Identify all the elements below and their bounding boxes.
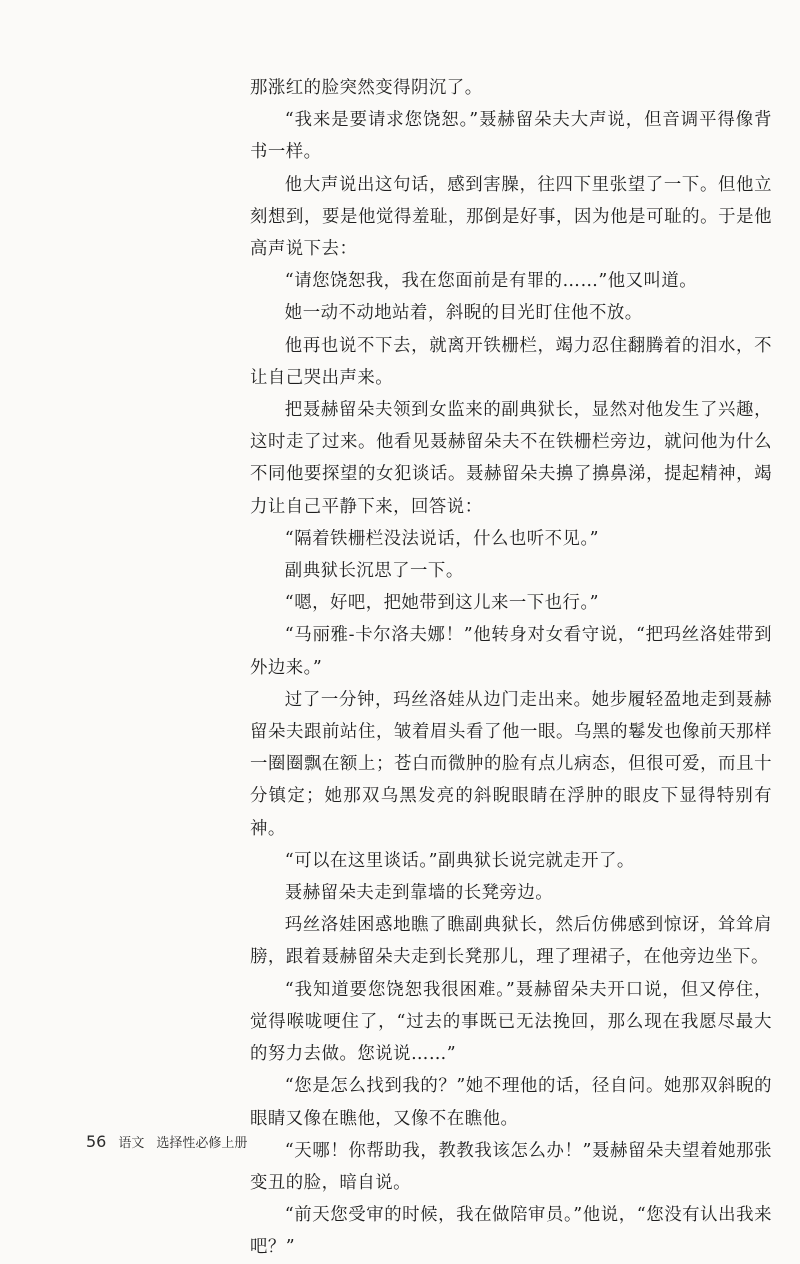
paragraph: “可以在这里谈话。”副典狱长说完就走开了。 (284, 850, 635, 871)
paragraph: 聂赫留朵夫走到靠墙的长凳旁边。 (284, 883, 554, 904)
paragraph: “您是怎么找到我的？”她不理他的话，径自问。她那双斜睨的眼睛又像在瞧他，又像不在瞧他。 (250, 1076, 772, 1129)
paragraph: “嗯，好吧，把她带到这儿来一下也行。” (284, 593, 600, 614)
paragraph: “隔着铁栅栏没法说话，什么也听不见。” (284, 528, 600, 549)
paragraph: 副典狱长沉思了一下。 (284, 561, 464, 582)
paragraph: “前天您受审的时候，我在做陪审员。”他说，“您没有认出我来吧？” (250, 1205, 772, 1258)
page-footer (86, 1132, 247, 1156)
paragraph: 他大声说出这句话，感到害臊，往四下里张望了一下。但他立刻想到，要是他觉得羞耻，那倒是好事，因为他是可耻的。于是他高声说下去： (250, 174, 772, 260)
body-text (250, 72, 772, 1264)
book-title: 选择性必修上册 (156, 1136, 248, 1151)
paragraph: “马丽雅-卡尔洛夫娜！”他转身对女看守说，“把玛丝洛娃带到外边来。” (250, 625, 772, 678)
paragraph: 玛丝洛娃困惑地瞧了瞧副典狱长，然后仿佛感到惊讶，耸耸肩膀，跟着聂赫留朵夫走到长凳那儿，理了理裙子，在他旁边坐下。 (250, 915, 772, 968)
paragraph: 过了一分钟，玛丝洛娃从边门走出来。她步履轻盈地走到聂赫留朵夫跟前站住，皱着眉头看了他一眼。乌黑的鬈发也像前天那样一圈圈飘在额上；苍白而微肿的脸有点儿病态，但很可爱，而且十分镇定；她那双乌黑发亮的斜睨眼睛在浮肿的眼皮下显得特别有神。 (250, 689, 772, 839)
paragraph: “天哪！你帮助我，教教我该怎么办！”聂赫留朵夫望着她那张变丑的脸，暗自说。 (250, 1140, 772, 1193)
paragraph: “请您饶恕我，我在您面前是有罪的……”他又叫道。 (284, 271, 698, 292)
subject-label: 语文 (118, 1136, 145, 1151)
paragraph: 那涨红的脸突然变得阴沉了。 (250, 78, 483, 98)
paragraph: “我知道要您饶恕我很困难。”聂赫留朵夫开口说，但又停住，觉得喉咙哽住了，“过去的事既已无法挽回，那么现在我愿尽最大的努力去做。您说说……” (250, 979, 772, 1065)
paragraph: 他再也说不下去，就离开铁栅栏，竭力忍住翻腾着的泪水，不让自己哭出声来。 (250, 335, 772, 388)
page-number: 56 (86, 1132, 107, 1151)
paragraph: 把聂赫留朵夫领到女监来的副典狱长，显然对他发生了兴趣，这时走了过来。他看见聂赫留朵夫不在铁栅栏旁边，就问他为什么不同他要探望的女犯谈话。聂赫留朵夫擤了擤鼻涕，提起精神，竭力让自己平静下来，回答说： (250, 400, 772, 517)
paragraph: “我来是要请求您饶恕。”聂赫留朵夫大声说，但音调平得像背书一样。 (250, 110, 772, 163)
paragraph: 她一动不动地站着，斜睨的目光盯住他不放。 (284, 303, 643, 324)
